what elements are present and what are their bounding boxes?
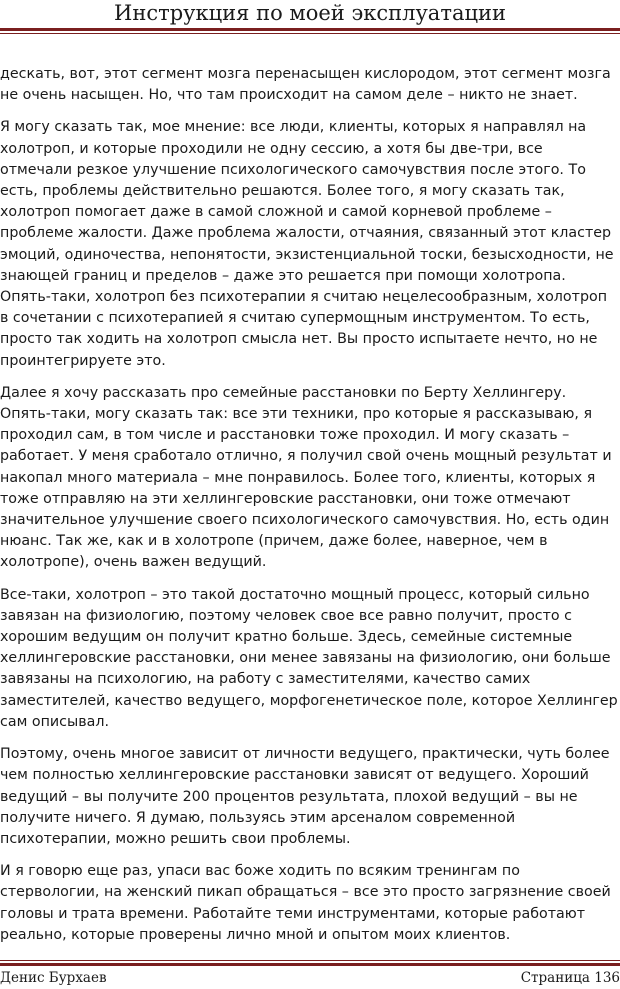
text-line: отмечали резкое улучшение психологического самочувствия после этого. То — [0, 161, 586, 178]
text-line: есть, проблемы действительно решаются. Более того, я могу сказать так, — [0, 183, 565, 200]
text-line: не очень насыщен. Но, что там происходит на самом деле – никто не знает. — [0, 87, 578, 104]
text-line: холотроп помогает даже в самой сложной и самой корневой проблеме – — [0, 204, 552, 221]
text-line: реально, которые проверены лично мной и опытом моих клиентов. — [0, 926, 511, 943]
text-line: холотропе), очень важен ведущий. — [0, 554, 267, 571]
text-line: ведущий – вы получите 200 процентов результата, плохой ведущий – вы не — [0, 788, 578, 805]
text-line: Все-таки, холотроп – это такой достаточно мощный процесс, который сильно — [0, 586, 590, 603]
text-line: Я могу сказать так, мое мнение: все люди, клиенты, которых я направлял на — [0, 119, 587, 136]
text-line: Поэтому, очень многое зависит от личности ведущего, практически, чуть более — [0, 746, 610, 763]
footer-rule-thick — [0, 963, 620, 966]
text-line: проходил сам, в том числе и расстановки тоже проходил. И могу сказать – — [0, 427, 570, 444]
text-line: значительное улучшение своего психологического самочувствия. Но, есть один — [0, 512, 610, 529]
paragraph — [0, 744, 620, 850]
text-line: эмоций, одиночества, непонятости, экзистенциальной тоски, безысходности, не — [0, 246, 614, 263]
text-line: Далее я хочу рассказать про семейные расстановки по Берту Хеллингеру. — [0, 384, 567, 401]
text-line: чем полностью хеллингеровские расстановки зависят от ведущего. Хороший — [0, 767, 589, 784]
footer-rule-thin — [0, 960, 620, 961]
text-line: хорошим ведущим он получит кратно больше. Здесь, семейные системные — [0, 629, 573, 646]
text-line: получите ничего. Я думаю, пользуясь этим арсеналом современной — [0, 809, 516, 826]
header-rule-thick — [0, 28, 620, 31]
text-line: И я говорю еще раз, упаси вас боже ходить по всяким тренингам по — [0, 863, 520, 880]
text-line: знающей границ и пределов – даже это решается при помощи холотропа. — [0, 267, 566, 284]
text-line: Опять-таки, холотроп без психотерапии я считаю нецелесообразным, холотроп — [0, 289, 608, 306]
text-line: психотерапии, можно решить свои проблемы. — [0, 830, 351, 847]
text-line: Опять-таки, могу сказать так: все эти техники, про которые я рассказываю, я — [0, 406, 593, 423]
text-line: просто так ходить на холотроп смысла нет. Вы просто испытаете нечто, но не — [0, 331, 598, 348]
paragraph — [0, 383, 620, 574]
text-line: нюанс. Так же, как и в холотропе (причем, даже более, наверное, чем в — [0, 533, 548, 550]
header-rule-thin — [0, 33, 620, 34]
text-line: дескать, вот, этот сегмент мозга перенасыщен кислородом, этот сегмент мозга — [0, 66, 611, 82]
text-line: холотроп, и которые проходили не одну сессию, а хотя бы две-три, все — [0, 140, 543, 157]
text-line: заместителей, качество ведущего, морфогенетическое поле, которое Хеллингер — [0, 692, 618, 709]
paragraph — [0, 117, 620, 371]
paragraph — [0, 861, 620, 946]
text-line: стервологии, на женский пикап обращаться – все это просто загрязнение своей — [0, 884, 611, 901]
page-header-title: Инструкция по моей эксплуатации — [114, 1, 506, 25]
text-line: накопал много материала – мне понравилось. Более того, клиенты, которых я — [0, 469, 596, 486]
text-line: в сочетании с психотерапией я считаю супермощным инструментом. То есть, — [0, 310, 590, 327]
text-line: проблеме жалости. Даже проблема жалости, отчаяния, связанный этот кластер — [0, 225, 612, 242]
text-line: хеллингеровские расстановки, они менее завязаны на физиологию, они больше — [0, 650, 611, 667]
paragraph — [0, 585, 620, 733]
document-body — [0, 64, 620, 946]
text-line: завязаны на психологию, на работу с заместителями, качество самих — [0, 671, 531, 688]
text-line: головы и трата времени. Работайте теми инструментами, которые работают — [0, 905, 586, 922]
text-line: проинтегрируете это. — [0, 352, 166, 369]
text-line: сам описывал. — [0, 713, 110, 730]
text-line: завязан на физиологию, поэтому человек свое все равно получит, просто с — [0, 607, 573, 624]
text-line: тоже отправляю на эти хеллингеровские расстановки, они тоже отмечают — [0, 490, 571, 507]
footer-page-number: Страница 136 — [520, 970, 620, 986]
footer-author: Денис Бурхаев — [0, 970, 107, 986]
paragraph — [0, 64, 620, 106]
text-line: работает. У меня сработало отлично, я получил свой очень мощный результат и — [0, 448, 612, 465]
